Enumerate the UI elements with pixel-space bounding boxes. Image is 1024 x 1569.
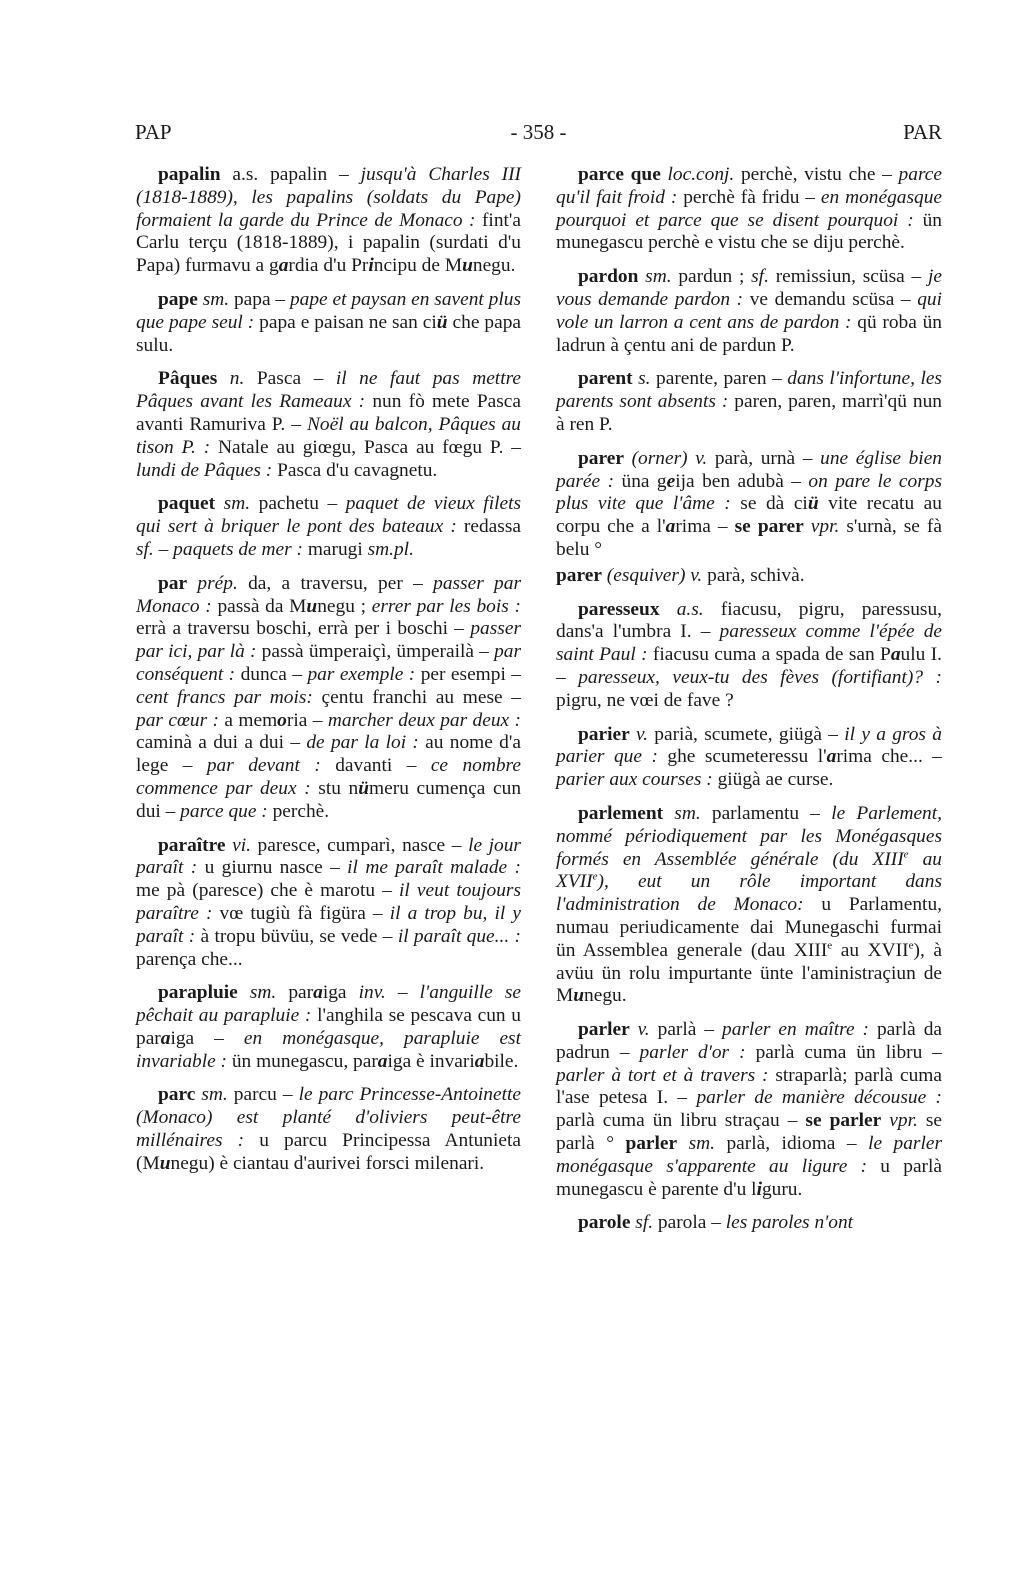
translation-text: parià, scumete, giügà – xyxy=(648,723,845,745)
translation-text: caminà a dui a dui – xyxy=(136,732,307,754)
translation-text: – xyxy=(385,982,420,1004)
translation-text: rdia d'u Pr xyxy=(288,255,369,277)
translation-text: dunca – xyxy=(240,663,308,685)
entry-headword: parce que xyxy=(578,164,661,185)
translation-text: papa e paisan ne san ci xyxy=(259,311,437,333)
italic-text: sm. xyxy=(638,266,672,288)
emphasized-letter: a xyxy=(890,644,901,666)
translation-text: parente, paren – xyxy=(650,368,788,390)
translation-text: straparlà; parlà cuma l'ase petesa I. – xyxy=(556,1064,943,1109)
italic-text: (orner) v. xyxy=(623,447,708,469)
dictionary-entry xyxy=(136,1084,521,1175)
emphasized-letter: a xyxy=(377,1050,388,1072)
translation-text: vœ tugiù fà figüra – xyxy=(219,902,390,924)
italic-text: ce nombre commence par deux : xyxy=(136,755,521,799)
emphasized-letter: o xyxy=(277,709,287,731)
translation-text: perchè. xyxy=(272,800,330,822)
translation-text: parà, schivà. xyxy=(702,564,805,586)
translation-text: s'urnà, se fà belu ° xyxy=(556,516,942,560)
italic-text: sm. xyxy=(195,1084,228,1106)
dictionary-entry xyxy=(136,493,521,561)
translation-text: ghe scumeteressu l' xyxy=(667,746,827,768)
entry-headword: paraître xyxy=(158,834,226,856)
italic-text: je vous demande pardon : xyxy=(556,266,943,310)
italic-text: le jour paraît : xyxy=(136,834,521,879)
italic-text: il a trop bu, il y paraît : xyxy=(136,902,522,947)
emphasized-letter: a xyxy=(665,516,676,538)
italic-text: a.s. xyxy=(659,598,704,620)
translation-text: paresce, cumparì, nasce – xyxy=(250,834,469,856)
italic-text: sf. xyxy=(136,538,154,560)
italic-text: parier aux courses : xyxy=(556,769,718,791)
italic-text: il ne faut pas mettre Pâques avant les Rameaux : xyxy=(136,368,522,413)
emphasized-letter: e xyxy=(666,470,676,492)
translation-text: fiacusu, pigru, paressusu, dans'a l'umbra I. – xyxy=(556,598,942,643)
translation-text: vite recatu au corpu che a l' xyxy=(556,493,942,538)
dictionary-entry xyxy=(556,448,942,562)
dictionary-entry xyxy=(136,289,521,357)
translation-text: rima che... – xyxy=(836,746,942,768)
superscript: e xyxy=(827,939,833,952)
translation-text: rima – xyxy=(675,516,735,538)
translation-text: Pasca – xyxy=(244,368,336,390)
italic-text: errer par les bois : xyxy=(371,595,521,617)
italic-text: jusqu'à Charles III (1818-1889), les papalins (soldats du Pape) formaient la garde du Prince de Monaco : xyxy=(136,164,522,231)
translation-text: negu) è ciantau d'aurivei forsci milenari. xyxy=(170,1152,485,1174)
italic-text: sm. xyxy=(197,288,230,310)
emphasized-letter: u xyxy=(159,1152,171,1174)
entry-headword: paquet xyxy=(158,493,216,515)
emphasized-letter: u xyxy=(573,985,585,1007)
italic-text: en monégasque pourquoi et parce que se disent pourquoi : xyxy=(556,186,943,231)
translation-text: parola – xyxy=(653,1212,726,1234)
emphasized-letter: ü xyxy=(358,777,370,799)
translation-text: passà ümperaiçì, ümperailà – xyxy=(261,641,495,663)
translation-text: guru. xyxy=(761,1178,803,1200)
italic-text: en monégasque, parapluie est invariable : xyxy=(136,1027,521,1072)
italic-text: le parler monégasque s'apparente au ligure : xyxy=(556,1133,943,1177)
superscript: e xyxy=(592,870,598,883)
translation-text: u Parlamentu, numau periudicamente dai Munegaschi furmai ün Assemblea generale (dau XIII xyxy=(556,894,942,961)
italic-text: paresseux, veux-tu des fèves (fortifiant)? : xyxy=(578,666,942,688)
translation-text: ria – xyxy=(286,709,328,731)
headword: se parler xyxy=(805,1110,882,1132)
italic-text: parce que : xyxy=(180,800,273,822)
translation-text: pigru, ne vœi de fave ? xyxy=(556,689,734,711)
italic-text: n. xyxy=(217,368,245,390)
translation-text: davanti – xyxy=(335,755,431,777)
italic-text: paquets de mer : xyxy=(173,538,308,560)
translation-text: au nome d'a lege – xyxy=(136,732,521,777)
italic-text: marcher deux par deux : xyxy=(327,709,521,731)
emphasized-letter: a xyxy=(474,1050,485,1072)
italic-text: prép. xyxy=(187,572,238,594)
italic-text: il paraît que... : xyxy=(397,925,521,947)
entry-headword: parent xyxy=(578,368,633,390)
entry-headword: paresseux xyxy=(578,598,660,620)
dictionary-entry xyxy=(136,573,521,824)
translation-text: negu. xyxy=(472,255,516,277)
translation-text: ija ben adubà – xyxy=(675,470,809,492)
translation-text: u parcu Principessa Antunieta (M xyxy=(136,1130,521,1174)
italic-text: paresseux comme l'épée de saint Paul : xyxy=(556,621,942,666)
italic-text: il veut toujours paraître : xyxy=(136,880,521,924)
italic-text: parler de manière décousue : xyxy=(696,1087,943,1109)
translation-text: fint'a Carlu terçu (1818-1889), i papalin (surdati d'u Papa) furmavu a g xyxy=(136,209,521,277)
italic-text: il y a gros à parier que : xyxy=(556,723,942,768)
translation-text: à tropu büvüu, se vede – xyxy=(200,925,398,947)
right-column xyxy=(556,164,942,1246)
translation-text: parlà, idioma – xyxy=(715,1133,869,1155)
translation-text: pachetu – xyxy=(250,493,346,515)
translation-text: perchè fà fridu – xyxy=(683,186,821,208)
translation-text: parlà da padrun – xyxy=(556,1019,942,1063)
italic-text: sm. xyxy=(677,1133,716,1155)
emphasized-letter: u xyxy=(306,595,318,617)
entry-headword: parer xyxy=(578,447,624,469)
emphasized-letter: a xyxy=(826,746,837,768)
translation-text: Natale au giœgu, Pasca au fœgu P. – xyxy=(218,436,522,458)
translation-text: parlamentu – xyxy=(700,802,832,824)
entry-headword: pardon xyxy=(578,266,639,288)
italic-text: sm. xyxy=(237,982,277,1004)
translation-text: ulu I. – xyxy=(556,644,943,688)
translation-text: ncipu de M xyxy=(373,255,463,277)
italic-text: au XVII xyxy=(556,848,942,893)
translation-text: çentu franchi au mese – xyxy=(321,686,521,708)
translation-text: se dà ci xyxy=(740,493,808,515)
translation-text: da, a traversu, per – xyxy=(237,572,434,594)
entry-headword: parc xyxy=(158,1084,196,1106)
translation-text: – xyxy=(153,538,174,560)
entry-headword: parlement xyxy=(578,802,664,824)
italic-text: sm.pl. xyxy=(367,538,414,560)
italic-text: Noël au balcon, Pâques au tison P. : xyxy=(136,413,521,458)
translation-text: errà a traversu boschi, errà per i boschi – xyxy=(136,618,471,640)
dictionary-entry xyxy=(136,835,521,972)
translation-text: ün munegascu perchè e vistu che se diju perchè. xyxy=(556,209,942,254)
italic-text: par conséquent : xyxy=(136,641,521,685)
italic-text: sf. xyxy=(751,266,769,288)
italic-text: sm. xyxy=(215,493,251,515)
translation-text: ün munegascu, par xyxy=(231,1050,378,1072)
translation-text: iga – xyxy=(170,1027,244,1049)
translation-text: ve demandu scüsa – xyxy=(749,288,918,310)
translation-text: üna g xyxy=(621,470,667,492)
superscript: e xyxy=(908,939,914,952)
left-guide-word: PAP xyxy=(135,120,172,144)
dictionary-entry xyxy=(556,565,942,588)
translation-text: parlà cuma ün libru straçau – xyxy=(556,1110,806,1132)
italic-text: passer par Monaco : xyxy=(136,572,521,617)
entry-headword: parier xyxy=(578,723,630,745)
emphasized-letter: u xyxy=(462,255,473,277)
italic-text: lundi de Pâques : xyxy=(136,459,278,481)
translation-text: papa – xyxy=(229,288,290,310)
translation-text: l'anghila se pescava cun u par xyxy=(136,1005,521,1049)
italic-text: ), eut un rôle important dans l'administration de Monaco: xyxy=(556,871,942,916)
dictionary-entry xyxy=(556,1019,942,1201)
translation-text: parcu – xyxy=(227,1084,299,1106)
translation-text: redassa xyxy=(463,516,521,538)
translation-text: au XVII xyxy=(832,939,909,961)
italic-text: l'anguille se pêchait au parapluie : xyxy=(136,982,522,1027)
translation-text: che papa sulu. xyxy=(136,311,521,356)
italic-text: le parc Princesse-Antoinette (Monaco) est planté d'oliviers peut-être millénaires : xyxy=(136,1084,521,1152)
dictionary-entry xyxy=(136,164,521,278)
italic-text: passer par ici, par là : xyxy=(136,618,521,663)
translation-text: parença che... xyxy=(136,948,243,970)
translation-text: pardun ; xyxy=(671,266,752,288)
entry-headword: parapluie xyxy=(158,982,238,1004)
dictionary-entry xyxy=(556,1212,942,1235)
dictionary-entry xyxy=(556,266,942,357)
translation-text: parlà – xyxy=(649,1019,722,1041)
left-column xyxy=(136,164,521,1187)
translation-text: par xyxy=(276,982,314,1004)
translation-text: stu n xyxy=(318,777,359,799)
italic-text: (esquiver) v. xyxy=(601,564,703,586)
emphasized-letter: a xyxy=(313,982,323,1004)
italic-text: v. xyxy=(629,723,648,745)
translation-text: qü roba ün ladrun à çentu ani de pardun P. xyxy=(556,311,942,356)
italic-text: inv. xyxy=(358,982,386,1004)
italic-text: vpr. xyxy=(881,1110,918,1132)
italic-text: les paroles n'ont xyxy=(725,1212,854,1234)
italic-text: cent francs par mois: xyxy=(136,686,322,708)
translation-text: iga è invari xyxy=(387,1050,475,1072)
italic-text: par cœur : xyxy=(136,709,225,731)
page-number: - 358 - xyxy=(510,120,567,144)
translation-text: per esempi – xyxy=(420,663,521,685)
italic-text: parler en maître : xyxy=(722,1019,877,1041)
emphasized-letter: ü xyxy=(807,493,819,515)
italic-text: loc.conj. xyxy=(660,164,735,185)
italic-text: il me paraît malade : xyxy=(347,857,521,879)
entry-headword: Pâques xyxy=(158,368,218,390)
translation-text: a.s. papalin – xyxy=(220,164,361,185)
entry-headword: parer xyxy=(556,564,602,586)
italic-text: une église bien parée : xyxy=(556,447,942,492)
italic-text: sf. xyxy=(630,1212,654,1234)
italic-text: dans l'infortune, les parents sont absents : xyxy=(556,368,942,413)
italic-text: de par la loi : xyxy=(306,732,426,754)
dictionary-entry xyxy=(556,803,942,1008)
page-header xyxy=(135,120,942,150)
translation-text: nun fò mete Pasca avanti Ramuriva P. – xyxy=(136,391,522,435)
translation-text: Pasca d'u cavagnetu. xyxy=(277,459,438,481)
translation-text: se parlà ° xyxy=(556,1110,942,1155)
dictionary-entry xyxy=(136,982,521,1073)
italic-text: par devant : xyxy=(206,755,336,777)
italic-text: paquet de vieux filets qui sert à briquer le pont des bateaux : xyxy=(136,493,522,538)
dictionary-entry xyxy=(556,724,942,792)
italic-text: on pare le corps plus vite que l'âme : xyxy=(556,470,943,515)
translation-text: parà, urnà – xyxy=(707,447,821,469)
entry-headword: parole xyxy=(578,1212,631,1234)
emphasized-letter: ü xyxy=(436,311,448,333)
translation-text: negu ; xyxy=(317,595,372,617)
translation-text: ), à avüu ün rolu impurtante ünte l'aministraçiun de M xyxy=(556,939,942,1007)
italic-text: vi. xyxy=(225,834,251,856)
dictionary-entry xyxy=(556,599,942,713)
entry-headword: pape xyxy=(158,288,198,310)
translation-text: me pà (paresce) che è marotu – xyxy=(136,880,400,902)
italic-text: le Parlement, nommé périodiquement par les Monégasques formés en Assemblée générale (du XIII xyxy=(556,802,942,870)
translation-text: marugi xyxy=(307,538,368,560)
italic-text: parler à tort et à travers : xyxy=(556,1064,776,1086)
emphasized-letter: i xyxy=(368,255,374,277)
translation-text: negu. xyxy=(584,985,627,1007)
italic-text: sm. xyxy=(663,802,701,824)
translation-text: a mem xyxy=(224,709,278,731)
dictionary-entry xyxy=(556,164,942,255)
headword: se parer xyxy=(734,516,804,538)
translation-text: iga xyxy=(322,982,359,1004)
translation-text: giügà ae curse. xyxy=(717,769,834,791)
emphasized-letter: a xyxy=(278,255,289,277)
translation-text: fiacusu cuma a spada de san P xyxy=(652,644,891,666)
superscript: e xyxy=(903,848,909,861)
emphasized-letter: i xyxy=(756,1178,762,1200)
translation-text: u giurnu nasce – xyxy=(204,857,348,879)
translation-text: passà da M xyxy=(217,595,307,617)
dictionary-entry xyxy=(556,368,942,436)
entry-headword: papalin xyxy=(158,164,221,185)
translation-text: parlà cuma ün libru – xyxy=(755,1041,943,1063)
headword: parler xyxy=(625,1133,678,1155)
italic-text: v. xyxy=(629,1019,650,1041)
translation-text: u parlà munegascu è parente d'u l xyxy=(556,1155,943,1200)
right-guide-word: PAR xyxy=(903,120,942,144)
italic-text: qui vole un larron a cent ans de pardon : xyxy=(556,288,942,333)
entry-headword: parler xyxy=(578,1019,630,1041)
translation-text: paren, paren, marrì'qü nun à ren P. xyxy=(556,391,942,435)
entry-headword: par xyxy=(158,572,188,594)
italic-text: parler d'or : xyxy=(639,1041,756,1063)
translation-text: bile. xyxy=(484,1050,519,1072)
italic-text: par exemple : xyxy=(307,663,421,685)
translation-text: perchè, vistu che – xyxy=(734,164,899,185)
translation-text: meru cumença cun dui – xyxy=(136,777,522,822)
italic-text: pape et paysan en savent plus que pape seul : xyxy=(136,288,521,333)
dictionary-entry xyxy=(136,368,521,482)
italic-text: s. xyxy=(632,368,651,390)
emphasized-letter: a xyxy=(160,1027,171,1049)
italic-text: vpr. xyxy=(803,516,840,538)
italic-text: parce qu'il fait froid : xyxy=(556,164,942,208)
translation-text: remissiun, scüsa – xyxy=(768,266,929,288)
